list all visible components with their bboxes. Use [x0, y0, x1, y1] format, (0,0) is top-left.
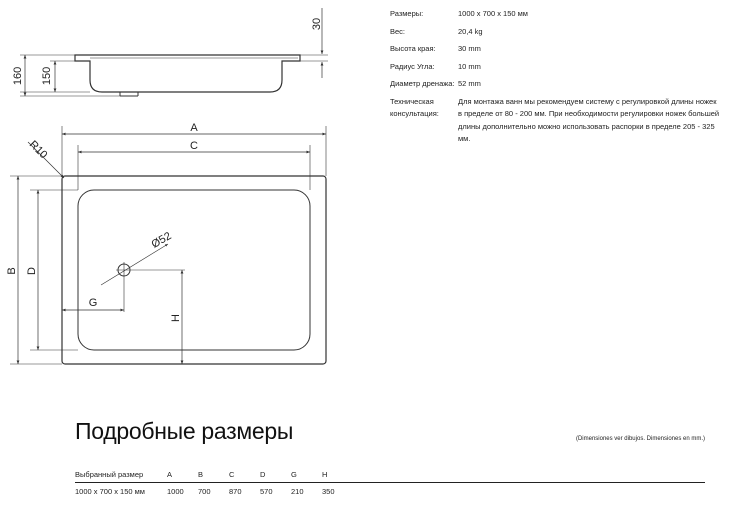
- side-profile-view: [20, 8, 328, 96]
- spec-value: 10 mm: [458, 61, 481, 71]
- label-r10: R10: [26, 138, 50, 162]
- label-30: 30: [311, 17, 323, 31]
- spec-row: [390, 8, 720, 21]
- spec-row: [390, 78, 720, 91]
- table-cell: 570: [260, 487, 273, 496]
- table-header: C: [229, 470, 260, 483]
- label-d: D: [26, 267, 38, 275]
- spec-label: Радиус Угла:: [390, 61, 435, 71]
- spec-value: 1000 x 700 x 150 мм: [458, 9, 528, 18]
- spec-row: [390, 26, 720, 39]
- section-title: Подробные размеры: [75, 418, 294, 444]
- label-c: C: [190, 140, 198, 152]
- table-cell: 350: [322, 487, 335, 496]
- spec-value: 30 mm: [458, 44, 481, 53]
- table-header: G: [291, 470, 322, 483]
- label-b: B: [6, 267, 18, 275]
- table-header-row: [75, 470, 705, 483]
- table-header: B: [198, 470, 229, 483]
- spec-value: 52 mm: [458, 79, 481, 88]
- top-view: [10, 126, 326, 364]
- table-cell: 870: [229, 487, 242, 496]
- spec-row: [390, 96, 720, 146]
- spec-label: Техническая консультация:: [390, 96, 439, 118]
- spec-value: 20,4 kg: [458, 26, 483, 36]
- spec-value: Для монтажа ванн мы рекомендуем систему с регулировкой длины ножек в пределе от 80 - 200 мм. При необходимости регулировки ножек большей длины дополнительно можно использовать распорки в пределе 205 - 325 мм.: [458, 96, 720, 143]
- specs-list: [390, 8, 720, 151]
- table-header: D: [260, 470, 291, 483]
- dimensions-note: (Dimensiones ver dibujos. Dimensiones en mm.): [575, 436, 705, 442]
- label-160: 160: [12, 66, 24, 86]
- spec-label: Размеры:: [390, 9, 424, 18]
- label-150: 150: [41, 66, 53, 86]
- spec-row: [390, 61, 720, 74]
- table-header: A: [167, 470, 198, 483]
- table-row: [75, 483, 705, 497]
- spec-label: Вес:: [390, 26, 406, 36]
- table-cell: 1000 x 700 x 150 мм: [75, 487, 145, 496]
- spec-label: Высота края:: [390, 44, 436, 53]
- spec-label: Диаметр дренажа:: [390, 79, 455, 88]
- table-header: Выбранный размер: [75, 470, 167, 483]
- table-cell: 210: [291, 487, 304, 496]
- dimensions-table: [75, 470, 705, 496]
- table-cell: 1000: [167, 487, 184, 496]
- label-a: A: [190, 122, 198, 134]
- table-header: H: [322, 470, 705, 483]
- spec-row: [390, 43, 720, 56]
- label-g: G: [88, 297, 98, 309]
- label-h: H: [170, 314, 182, 322]
- table-cell: 700: [198, 487, 211, 496]
- label-drain: Ø52: [149, 230, 174, 251]
